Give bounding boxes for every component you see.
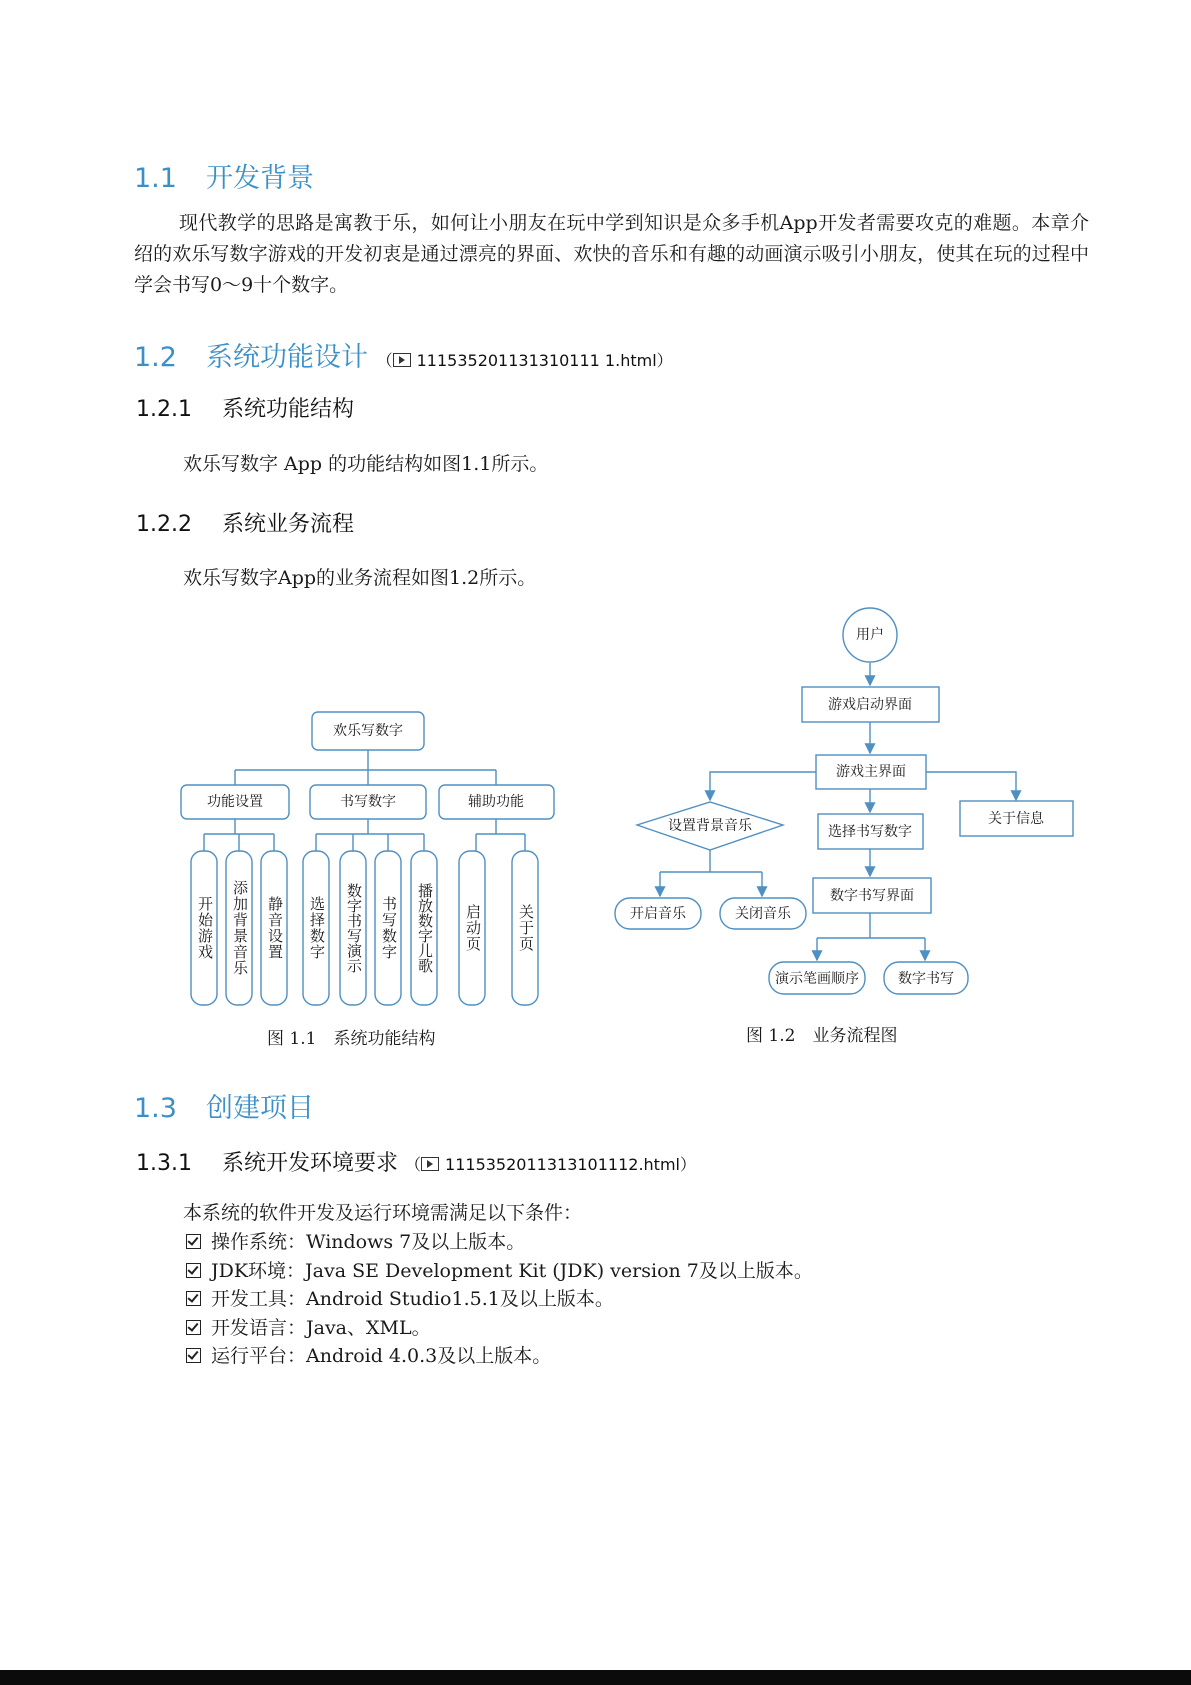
fig2-music-on-node bbox=[615, 898, 701, 929]
fig2-writeui-node bbox=[813, 878, 931, 913]
intro-paragraph: 现代教学的思路是寓教于乐，如何让小朋友在玩中学到知识是众多手机App开发者需要攻克的难题。本章介绍的欢乐写数字游戏的开发初衷是通过漂亮的界面、欢快的音乐和有趣的动画演示吸引小朋友，使其在玩的过程中学会书写0～9十个数字。 bbox=[134, 212, 1089, 296]
fig1-group-settings bbox=[181, 785, 289, 819]
fig2-music-on-label: 开启音乐 bbox=[630, 906, 686, 922]
fig1-leaf-label: 关于页 bbox=[517, 904, 535, 952]
section-number: 1.3 bbox=[134, 1093, 177, 1124]
fig2-select-label: 选择书写数字 bbox=[828, 824, 912, 840]
function-structure-text: 欢乐写数字 App 的功能结构如图1.1所示。 bbox=[183, 453, 549, 475]
fig2-bgmusic-node bbox=[637, 802, 783, 850]
business-flow-text: 欢乐写数字App的业务流程如图1.2所示。 bbox=[183, 567, 537, 589]
checkbox-checked-icon bbox=[186, 1348, 201, 1363]
fig1-leaf bbox=[459, 851, 485, 1005]
fig1-leaf-label: 添加背景音乐 bbox=[231, 880, 249, 976]
fig1-leaf bbox=[303, 851, 329, 1005]
fig1-group-label: 书写数字 bbox=[340, 794, 396, 810]
requirement-item bbox=[186, 1314, 813, 1343]
fig1-leaf bbox=[191, 851, 217, 1005]
fig1-leaf bbox=[411, 851, 437, 1005]
section-1-3-1-heading bbox=[136, 1146, 696, 1177]
fig1-leaf-label: 启动页 bbox=[464, 904, 482, 952]
fig2-demo-node bbox=[769, 962, 865, 994]
requirement-text: 开发语言：Java、XML。 bbox=[211, 1316, 431, 1339]
fig1-leaf bbox=[226, 851, 252, 1005]
fig2-user-label: 用户 bbox=[856, 627, 884, 643]
fig1-leaf-label: 数字书写演示 bbox=[345, 883, 363, 973]
requirement-item bbox=[186, 1228, 813, 1257]
requirement-item bbox=[186, 1342, 813, 1371]
fig2-start-label: 游戏启动界面 bbox=[828, 697, 912, 713]
section-title: 系统业务流程 bbox=[222, 512, 355, 537]
requirement-item bbox=[186, 1257, 813, 1286]
requirement-text: 开发工具：Android Studio1.5.1及以上版本。 bbox=[211, 1288, 614, 1310]
video-link-text: 111535201131310111 1.html bbox=[416, 351, 657, 370]
fig2-about-node bbox=[960, 801, 1073, 836]
fig2-main-node bbox=[816, 755, 926, 789]
checkbox-checked-icon bbox=[186, 1263, 201, 1278]
fig2-writeui-label: 数字书写界面 bbox=[830, 888, 914, 904]
video-icon bbox=[421, 1157, 439, 1171]
fig1-group-label: 功能设置 bbox=[207, 794, 263, 810]
fig1-leaf-label: 选择数字 bbox=[308, 896, 326, 960]
fig2-bgmusic-label: 设置背景音乐 bbox=[668, 818, 752, 834]
section-number: 1.1 bbox=[134, 163, 177, 194]
fig1-root-node bbox=[312, 712, 424, 750]
section-number: 1.3.1 bbox=[136, 1151, 192, 1176]
section-title: 系统功能结构 bbox=[222, 397, 355, 422]
section-number: 1.2.2 bbox=[136, 512, 192, 537]
section-title: 开发背景 bbox=[206, 163, 314, 194]
fig1-caption: 图 1.1 系统功能结构 bbox=[267, 1029, 436, 1049]
section-title: 创建项目 bbox=[206, 1093, 314, 1124]
fig2-select-node bbox=[818, 814, 923, 849]
fig1-leaf-label: 开始游戏 bbox=[196, 896, 214, 960]
fig2-start-node bbox=[802, 687, 939, 722]
video-link[interactable]: （ 111535201131310111 1.html） bbox=[376, 351, 673, 370]
fig1-group-assist bbox=[439, 785, 554, 819]
checkbox-checked-icon bbox=[186, 1234, 201, 1249]
fig2-main-label: 游戏主界面 bbox=[836, 764, 906, 780]
fig2-write-label: 数字书写 bbox=[898, 971, 954, 987]
fig1-leaf-label: 静音设置 bbox=[266, 896, 284, 960]
video-link[interactable]: （ 1115352011313101112.html） bbox=[405, 1155, 696, 1174]
fig2-write-node bbox=[884, 962, 968, 994]
fig1-root-label: 欢乐写数字 bbox=[333, 723, 403, 739]
fig2-demo-label: 演示笔画顺序 bbox=[775, 971, 859, 987]
requirement-text: 操作系统：Windows 7及以上版本。 bbox=[211, 1231, 526, 1253]
scan-border bbox=[0, 1670, 1191, 1685]
fig1-leaf-label: 播放数字儿歌 bbox=[416, 883, 434, 973]
fig2-music-off-node bbox=[720, 898, 806, 929]
fig2-about-label: 关于信息 bbox=[988, 811, 1044, 827]
requirement-text: 运行平台：Android 4.0.3及以上版本。 bbox=[211, 1345, 552, 1367]
requirement-text: JDK环境：Java SE Development Kit (JDK) version 7及以上版本。 bbox=[211, 1259, 813, 1282]
fig1-leaf-label: 书写数字 bbox=[380, 896, 398, 960]
requirements-intro: 本系统的软件开发及运行环境需满足以下条件： bbox=[183, 1202, 583, 1224]
fig2-music-off-label: 关闭音乐 bbox=[735, 906, 791, 922]
fig1-leaf bbox=[340, 851, 366, 1005]
section-number: 1.2 bbox=[134, 342, 177, 373]
section-number: 1.2.1 bbox=[136, 397, 192, 422]
fig1-leaf bbox=[512, 851, 538, 1005]
section-title: 系统开发环境要求 bbox=[222, 1151, 399, 1176]
fig2-caption: 图 1.2 业务流程图 bbox=[746, 1026, 898, 1046]
fig1-group-label: 辅助功能 bbox=[468, 794, 524, 810]
section-title: 系统功能设计 bbox=[206, 342, 368, 373]
section-1-3-heading bbox=[134, 1086, 314, 1125]
requirements-list bbox=[186, 1228, 813, 1371]
video-link-text: 1115352011313101112.html bbox=[445, 1155, 680, 1174]
requirement-item bbox=[186, 1285, 813, 1314]
fig1-leaf bbox=[375, 851, 401, 1005]
fig2-user-node bbox=[843, 608, 897, 662]
checkbox-checked-icon bbox=[186, 1291, 201, 1306]
fig1-leaf bbox=[261, 851, 287, 1005]
fig1-group-writing bbox=[310, 785, 426, 819]
fig1-leaves bbox=[191, 851, 538, 1005]
checkbox-checked-icon bbox=[186, 1320, 201, 1335]
